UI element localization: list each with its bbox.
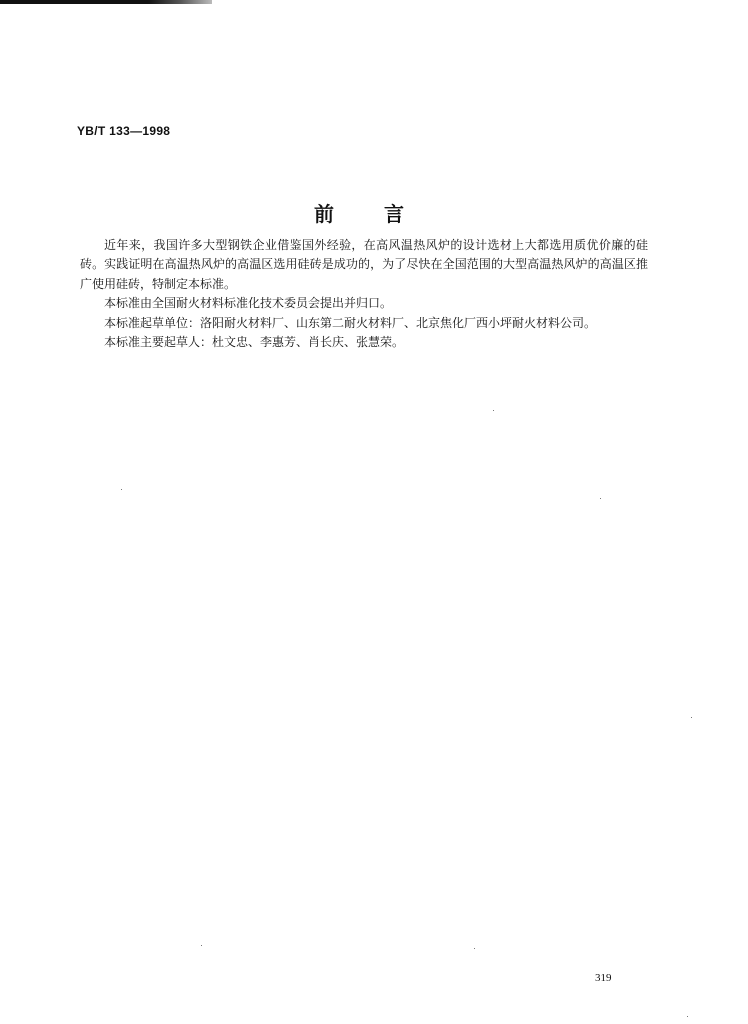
scan-speck <box>201 945 202 946</box>
paragraph: 本标准主要起草人：杜文忠、李惠芳、肖长庆、张慧荣。 <box>104 335 405 350</box>
scan-speck <box>691 717 692 718</box>
scan-edge-mark <box>0 0 212 4</box>
scan-speck <box>600 498 601 499</box>
paragraph: 本标准起草单位：洛阳耐火材料厂、山东第二耐火材料厂、北京焦化厂西小坪耐火材料公司。 <box>104 315 597 330</box>
paragraph: 近年来，我国许多大型钢铁企业借鉴国外经验，在高风温热风炉的设计选材上大都选用质优价廉的硅砖。实践证明在高温热风炉的高温区选用硅砖是成功的，为了尽快在全国范围的大型高温热风炉的高温区推广使用硅砖，特制定本标准。 <box>80 238 648 291</box>
scan-speck <box>474 948 475 949</box>
standard-code: YB/T 133—1998 <box>77 124 171 138</box>
scan-speck <box>687 1016 688 1017</box>
scan-speck <box>121 489 122 490</box>
page-number: 319 <box>595 972 612 984</box>
paragraph: 本标准由全国耐火材料标准化技术委员会提出并归口。 <box>104 296 393 311</box>
foreword-body <box>80 236 648 352</box>
section-title <box>0 198 718 227</box>
title-char-1: 前 <box>314 202 334 226</box>
scan-speck <box>493 410 494 411</box>
title-char-2: 言 <box>384 202 404 226</box>
